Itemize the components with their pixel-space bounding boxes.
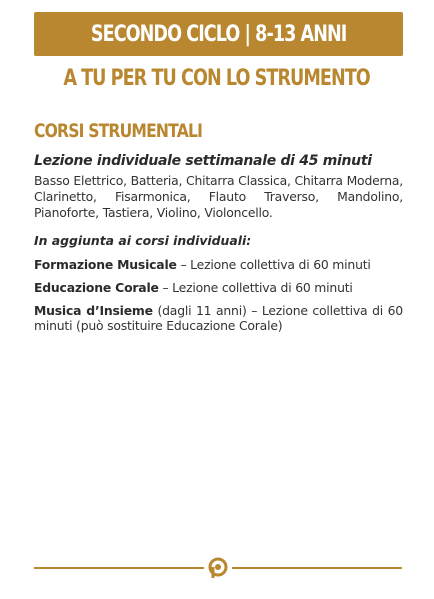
p-logo-icon <box>208 557 228 579</box>
section-content <box>34 152 403 333</box>
course-name: Musica d’Insieme <box>34 303 153 318</box>
banner-title: SECONDO CICLO | 8-13 ANNI <box>90 21 347 47</box>
course-description: – Lezione collettiva di 60 minuti <box>158 280 353 295</box>
footer-divider-left <box>34 567 204 569</box>
course-item <box>34 257 403 272</box>
course-item <box>34 303 403 333</box>
course-name: Educazione Corale <box>34 280 159 295</box>
section-heading: CORSI STRUMENTALI <box>34 120 203 142</box>
instrument-list: Basso Elettrico, Batteria, Chitarra Classica, Chitarra Moderna, Clarinetto, Fisarmonica, Flauto Traverso, Mandolino, Pianoforte, Tastiera, Violino, Violoncello. <box>34 173 403 220</box>
page-subtitle <box>0 66 434 91</box>
course-description: – Lezione collettiva di 60 minuti (può sostituire Educazione Corale) <box>34 303 403 333</box>
course-description: – Lezione collettiva di 60 minuti <box>176 257 371 272</box>
header-banner <box>34 12 403 56</box>
addition-label: In aggiunta ai corsi individuali: <box>34 233 252 248</box>
course-name: Formazione Musicale <box>34 257 177 272</box>
footer-divider-right <box>232 567 402 569</box>
subtitle-text: A TU PER TU CON LO STRUMENTO <box>63 66 371 91</box>
course-item <box>34 280 403 295</box>
course-note: (dagli 11 anni) <box>152 303 247 318</box>
lesson-title: Lezione individuale settimanale di 45 minuti <box>34 153 372 169</box>
